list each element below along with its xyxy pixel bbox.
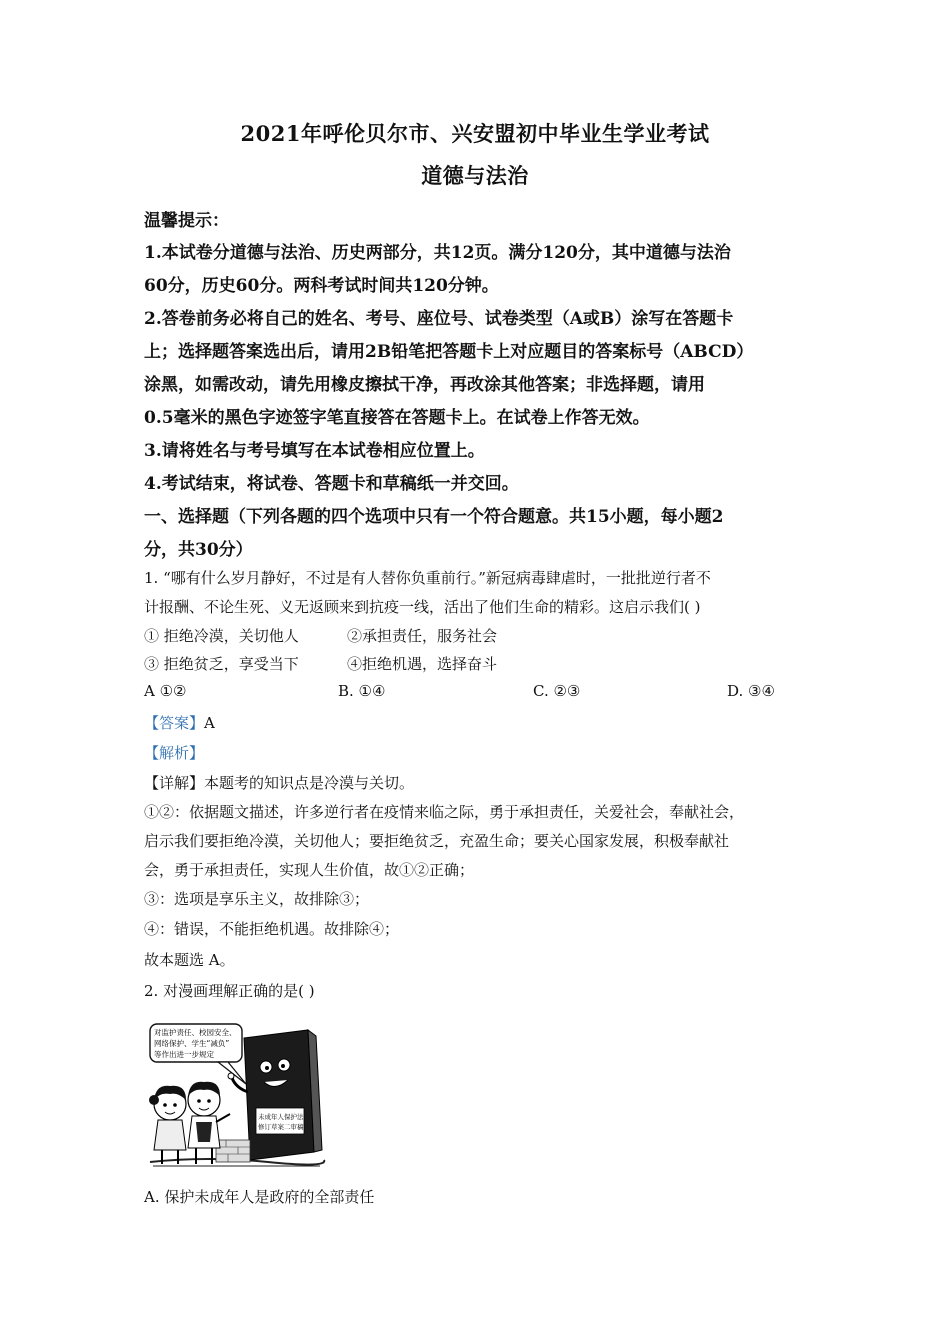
q1-option-d: D. ③④ [727,682,775,700]
subject-title: 道德与法治 [421,163,529,188]
explanation-line: 启示我们要拒绝冷漠，关切他人；要拒绝贫乏，充盈生命；要关心国家发展，积极奉献社 [144,832,730,850]
q1-stem: 计报酬、不论生死、义无返顾来到抗疫一线，活出了他们生命的精彩。这启示我们( ) [144,598,701,616]
answer-value: A [204,714,215,732]
explanation-line: ④：错误，不能拒绝机遇。故排除④； [144,920,400,938]
q1-option-b: B. ①④ [338,682,386,700]
q1-statement-1: ① 拒绝冷漠，关切他人 [144,627,299,645]
tip-line: 60分，历史60分。两科考试时间共120分钟。 [144,276,499,296]
tip-line: 2.答卷前务必将自己的姓名、考号、座位号、试卷类型（A或B）涂写在答题卡 [144,309,734,329]
tip-line: 4.考试结束，将试卷、答题卡和草稿纸一并交回。 [144,474,519,494]
answer-tag: 【答案】 [144,714,205,732]
section-heading: 一、选择题（下列各题的四个选项中只有一个符合题意。共15小题，每小题2 [144,507,724,527]
explanation-line: ①②：依据题文描述，许多逆行者在疫情来临之际，勇于承担责任，关爱社会，奉献社会， [144,803,745,821]
tips-heading: 温馨提示： [144,211,229,231]
tip-line: 0.5毫米的黑色字迹签字笔直接答在答题卡上。在试卷上作答无效。 [144,408,650,428]
cartoon-illustration [148,1022,326,1170]
bubble-line: 对监护责任、校园安全、 [154,1028,237,1037]
exam-title: 2021年呼伦贝尔市、兴安盟初中毕业生学业考试 [240,121,710,146]
q1-statement-3: ③ 拒绝贫乏，享受当下 [144,655,299,673]
book-label: 修订草案二审稿 [258,1123,304,1131]
q1-answer-row [144,712,215,733]
bubble-line: 等作出进一步规定 [154,1050,214,1059]
analysis-tag: 【解析】 [144,744,205,762]
detail-row [144,772,414,793]
q2-option-a: A. 保护未成年人是政府的全部责任 [144,1188,375,1206]
tip-line: 上；选择题答案选出后，请用2B铅笔把答题卡上对应题目的答案标号（ABCD） [144,342,754,362]
detail-text: 本题考的知识点是冷漠与关切。 [204,774,415,792]
tip-line: 1.本试卷分道德与法治、历史两部分，共12页。满分120分，其中道德与法治 [144,243,731,263]
tip-line: 涂黑，如需改动，请先用橡皮擦拭干净，再改涂其他答案；非选择题，请用 [144,375,705,395]
book-label: 未成年人保护法 [258,1113,304,1121]
explanation-line: 会，勇于承担责任，实现人生价值，故①②正确； [144,861,475,879]
q2-stem: 2. 对漫画理解正确的是( ) [144,982,315,1000]
section-heading-cont: 分，共30分） [144,540,253,560]
q1-stem: 1. “哪有什么岁月静好，不过是有人替你负重前行。”新冠病毒肆虐时，一批批逆行者不 [144,569,711,587]
q1-statement-4: ④拒绝机遇，选择奋斗 [347,655,498,673]
bubble-line: 网络保护、学生“减负” [154,1039,230,1048]
q1-statement-2: ②承担责任，服务社会 [347,627,498,645]
q1-option-a: A ①② [144,682,187,700]
q1-option-c: C. ②③ [533,682,581,700]
explanation-line: 故本题选 A。 [144,951,235,969]
tip-line: 3.请将姓名与考号填写在本试卷相应位置上。 [144,441,485,461]
explanation-line: ③：选项是享乐主义，故排除③； [144,890,370,908]
detail-tag: 【详解】 [144,774,205,792]
